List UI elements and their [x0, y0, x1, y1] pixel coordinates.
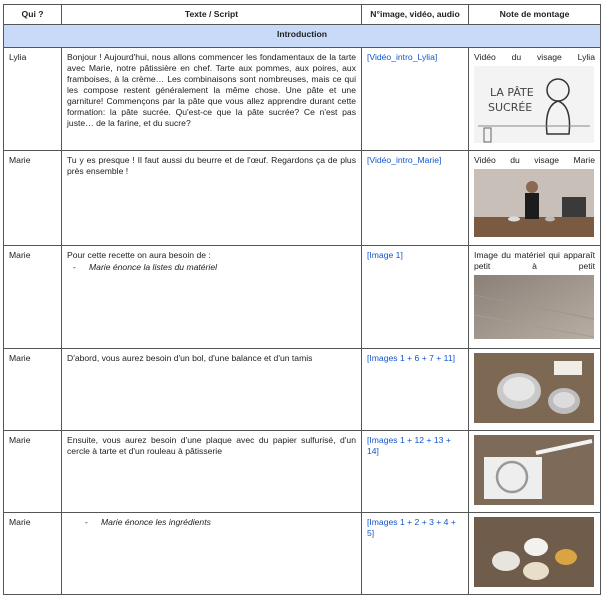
- script-text-cell: Ensuite, vous aurez besoin d'une plaque avec du papier sulfurisé, d'un cercle à tarte et d'un rouleau à pâtisserie: [62, 431, 362, 513]
- script-text-cell: Bonjour ! Aujourd'hui, nous allons commencer les fondamentaux de la tarte avec Marie, notre pâtissière en chef. Tarte aux pommes, aux poires, aux framboises, à la crème… Les combinaisons sont nombreuses, mais ce qui les compose restent généralement la même chose. Une pâte et une garniture! Commençons par la pâte que vous allez apprendre durant cette formation: la pâte sucrée. Qu'est-ce que la pâte sucrée? Ce n'est pas juste… de la farine, et du sucre?: [62, 48, 362, 151]
- table-row: [4, 431, 601, 513]
- header-text: Texte / Script: [62, 5, 362, 25]
- table-row: [4, 349, 601, 431]
- table-row: [4, 246, 601, 349]
- section-title: Introduction: [4, 25, 601, 48]
- script-text-cell: Tu y es presque ! Il faut aussi du beurre et de l'œuf. Regardons ça de plus près ensemble !: [62, 151, 362, 246]
- note-text: Vidéo du visage Marie: [474, 155, 595, 165]
- sketch-illustration: [474, 66, 595, 146]
- speaker-cell: Marie: [4, 151, 62, 246]
- section-row: [4, 25, 601, 48]
- speaker-cell: Marie: [4, 431, 62, 513]
- media-link[interactable]: [Images 1 + 6 + 7 + 11]: [362, 349, 469, 431]
- action-item: - Marie énonce la listes du matériel: [89, 262, 356, 273]
- header-media: N°image, vidéo, audio: [362, 5, 469, 25]
- note-text: Vidéo du visage Lylia: [474, 52, 595, 62]
- media-link[interactable]: [Image 1]: [362, 246, 469, 349]
- action-item: - Marie énonce les ingrédients: [85, 517, 211, 527]
- note-cell: [469, 151, 601, 246]
- note-cell: [469, 48, 601, 151]
- header-note: Note de montage: [469, 5, 601, 25]
- speaker-cell: Marie: [4, 349, 62, 431]
- action-text: Marie énonce les ingrédients: [101, 517, 211, 527]
- media-link[interactable]: [Images 1 + 2 + 3 + 4 + 5]: [362, 513, 469, 595]
- video-still-marie: [474, 169, 595, 240]
- ingredients-photo: [474, 517, 595, 590]
- table-row: [4, 513, 601, 595]
- script-text-cell: D'abord, vous aurez besoin d'un bol, d'une balance et d'un tamis: [62, 349, 362, 431]
- tart-ring-photo: [474, 435, 595, 508]
- media-link[interactable]: [Vidéo_intro_Lylia]: [362, 48, 469, 151]
- table-photo: [474, 275, 595, 342]
- header-who: Qui ?: [4, 5, 62, 25]
- bowls-photo: [474, 353, 595, 426]
- speaker-cell: Lylia: [4, 48, 62, 151]
- table-row: [4, 151, 601, 246]
- speaker-cell: Marie: [4, 246, 62, 349]
- media-link[interactable]: [Images 1 + 12 + 13 + 14]: [362, 431, 469, 513]
- action-list: [67, 262, 356, 273]
- table-row: [4, 48, 601, 151]
- media-link[interactable]: [Vidéo_intro_Marie]: [362, 151, 469, 246]
- script-table: [3, 4, 601, 595]
- script-text: Pour cette recette on aura besoin de :: [67, 250, 211, 260]
- note-text: Image du matériel qui apparaît petit à petit: [474, 250, 595, 271]
- note-cell: [469, 349, 601, 431]
- svg-text:SUCRÉE: SUCRÉE: [488, 101, 533, 114]
- header-row: [4, 5, 601, 25]
- note-cell: [469, 246, 601, 349]
- script-text-cell: [62, 246, 362, 349]
- note-cell: [469, 513, 601, 595]
- svg-text:LA PÂTE: LA PÂTE: [490, 86, 534, 99]
- script-text-cell: [62, 513, 362, 595]
- speaker-cell: Marie: [4, 513, 62, 595]
- note-cell: [469, 431, 601, 513]
